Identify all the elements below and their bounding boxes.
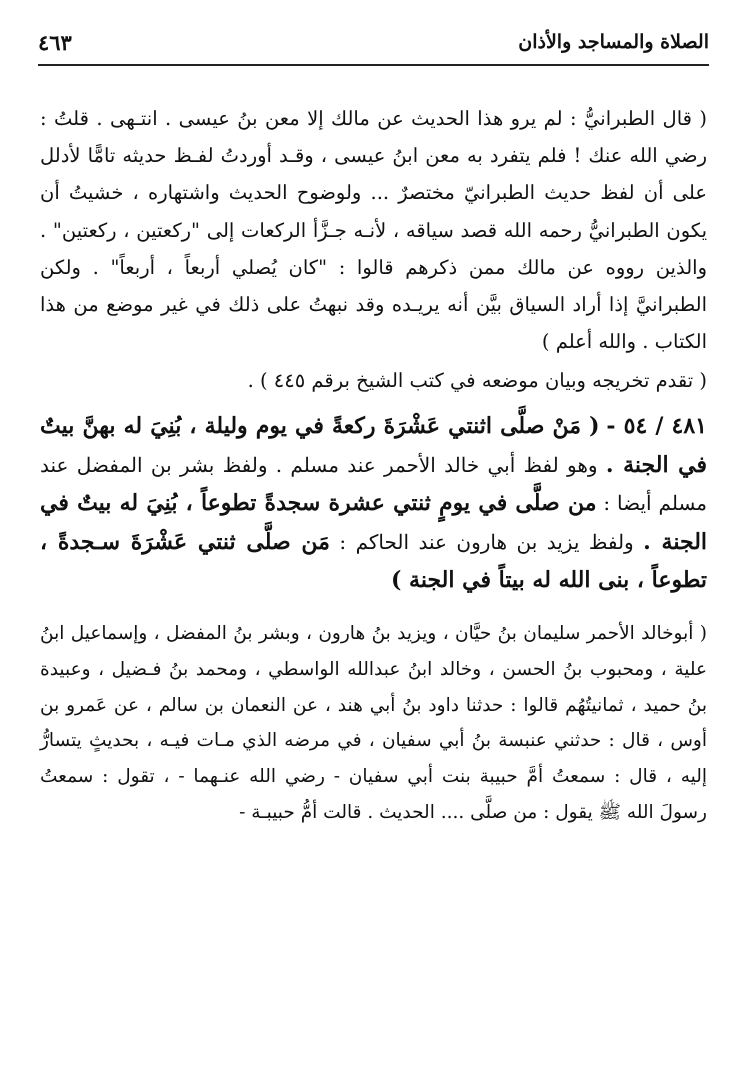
hadith-source-note-2: ولفظ يزيد بن هارون عند الحاكم : — [339, 529, 634, 554]
running-title: الصلاة والمساجد والأذان — [518, 31, 709, 53]
hadith-source-note: وهو لفظ أبي خالد الأحمر عند مسلم . ولفظ بشر بن المفضل عند مسلم أيضا : — [40, 452, 708, 516]
page-number: ٤٦٣ — [38, 29, 72, 55]
hadith-number: ٤٨١ / ٥٤ - — [606, 413, 707, 440]
hadith-paragraph — [40, 407, 707, 600]
hadith-text-variant-2: مَن صلَّى ثنتي عَشْرَةَ سـجدةً ، تطوعاً ، بنى الله له بيتاً في الجنة ) — [40, 528, 707, 594]
page-body — [40, 100, 707, 831]
page-header — [38, 22, 709, 62]
header-divider — [38, 64, 709, 66]
hadith-text-variant-1: من صلَّى في يومٍ ثنتي عشرة سجدةً تطوعاً ، بُنِيَ له بيتٌ في الجنة . — [40, 490, 708, 555]
narrator-chain-paragraph: ( أبوخالد الأحمر سليمان بنُ حيَّان ، ويزيد بنُ هارون ، وبشر بنُ المفضل ، وإسماعيل ابنُ علية ، ومحبوب بنُ الحسن ، وخالد ابنُ عبدالله الواسطي ، ومحمد بنُ فـضيل ، وعبيدة بنُ حميد ، ثمانيتُهُم قالوا : حدثنا داود بنُ أبي هند ، عن النعمان بن سالم ، عن عَمرو بن أوس ، قال : حدثني عنبسة بنُ أبي سفيان ، في مرضه الذي مـات فيـه ، بحديثٍ يتسارُّ إليه ، قال : سمعتُ أمَّ حبيبة بنت أبي سفيان - رضي الله عنـهما - ، تقول : سمعتُ رسولَ الله ﷺ يقول : من صلَّى .... الحديث . قالت أمُّ حبيبـة - — [40, 622, 707, 823]
hadith-text-main: ( مَنْ صلَّى اثنتي عَشْرَةَ ركعةً في يوم وليلة ، بُنِيَ له بهنَّ بيتٌ في الجنة . — [40, 413, 708, 478]
reference-note: ( تقدم تخريجه وبيان موضعه في كتب الشيخ برقم ٤٤٥ ) . — [247, 369, 707, 393]
commentary-paragraph: ( قال الطبرانيُّ : لم يرو هذا الحديث عن مالك إلا معن بنُ عيسى . انتـهى . قلتُ : رضي الله عنك ! فلم يتفرد به معن ابنُ عيسى ، وقـد أوردتُ لفـظ حديثه تامًّا لأدلل على أن لفظ حديث الطبرانيّ مختصرٌ ... ولوضوح الحديث واشتهاره ، خشيتُ أن يكون الطبرانيُّ رحمه الله قصد سياقه ، لأنـه جـزَّأ الركعات إلى "ركعتين ، ركعتين" . والذين رووه عن مالك ممن ذكرهم قالوا : "كان يُصلي أربعاً ، أربعاً" . ولكن الطبرانيَّ إذا أراد السياق بيَّن أنه يريـده وقد نبهتُ على ذلك في غير موضع من هذا الكتاب . والله أعلم ) — [40, 107, 707, 354]
